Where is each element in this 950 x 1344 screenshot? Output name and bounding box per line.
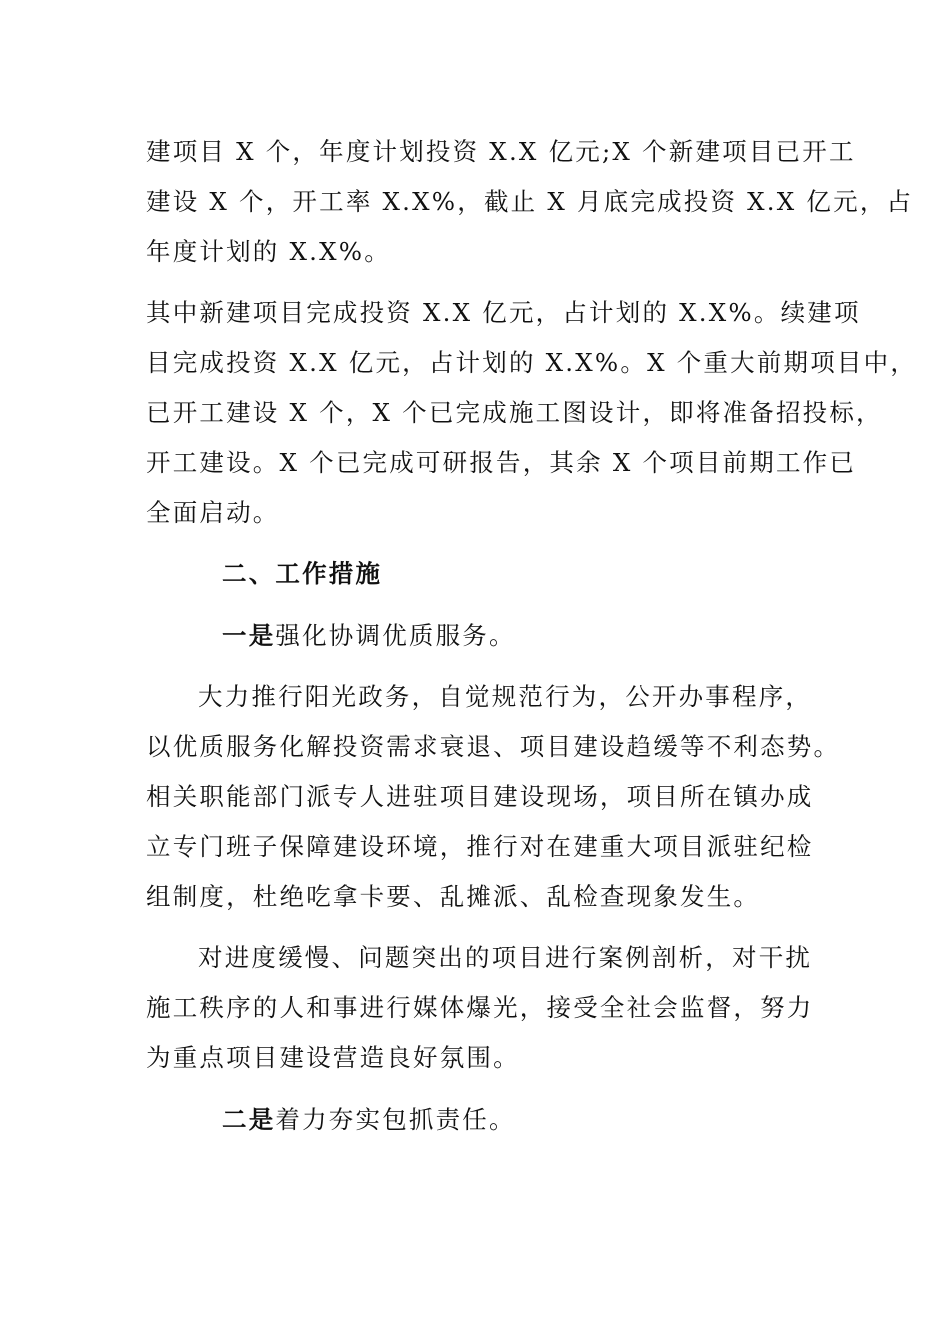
para2-line-4: 开工建设。X 个已完成可研报告，其余 X 个项目前期工作已	[146, 448, 857, 477]
para4-line-2: 施工秩序的人和事进行媒体爆光，接受全社会监督，努力	[146, 993, 814, 1022]
para2-line-3: 已开工建设 X 个，X 个已完成施工图设计，即将准备招投标，	[146, 398, 883, 427]
item1-heading	[222, 620, 516, 652]
item1-lead: 一是	[222, 621, 276, 650]
para2-line-1: 其中新建项目完成投资 X.X 亿元，占计划的 X.X%。续建项	[146, 298, 861, 327]
item2-text: 着力夯实包抓责任。	[275, 1105, 516, 1134]
para4-line-1: 对进度缓慢、问题突出的项目进行案例剖析，对干扰	[198, 943, 813, 972]
para3-line-2: 以优质服务化解投资需求衰退、项目建设趋缓等不利态势。	[146, 732, 841, 761]
item1-text: 强化协调优质服务。	[275, 621, 516, 650]
para2-line-2: 目完成投资 X.X 亿元，占计划的 X.X%。X 个重大前期项目中，	[146, 348, 918, 377]
item2-heading	[222, 1104, 516, 1136]
para1-line-3: 年度计划的 X.X%。	[146, 237, 391, 266]
para3-line-5: 组制度，杜绝吃拿卡要、乱摊派、乱检查现象发生。	[146, 882, 761, 911]
para3-line-1: 大力推行阳光政务，自觉规范行为，公开办事程序，	[198, 682, 813, 711]
para4-line-3: 为重点项目建设营造良好氛围。	[146, 1043, 520, 1072]
para1-line-2: 建设 X 个，开工率 X.X%，截止 X 月底完成投资 X.X 亿元，占	[146, 187, 914, 216]
para3-line-4: 立专门班子保障建设环境，推行对在建重大项目派驻纪检	[146, 832, 814, 861]
para1-line-1: 建项目 X 个，年度计划投资 X.X 亿元;X 个新建项目已开工	[146, 137, 856, 166]
para2-line-5: 全面启动。	[146, 498, 280, 527]
item2-lead: 二是	[222, 1105, 276, 1134]
para3-line-3: 相关职能部门派专人进驻项目建设现场，项目所在镇办成	[146, 782, 814, 811]
section-heading: 二、工作措施	[222, 559, 383, 588]
